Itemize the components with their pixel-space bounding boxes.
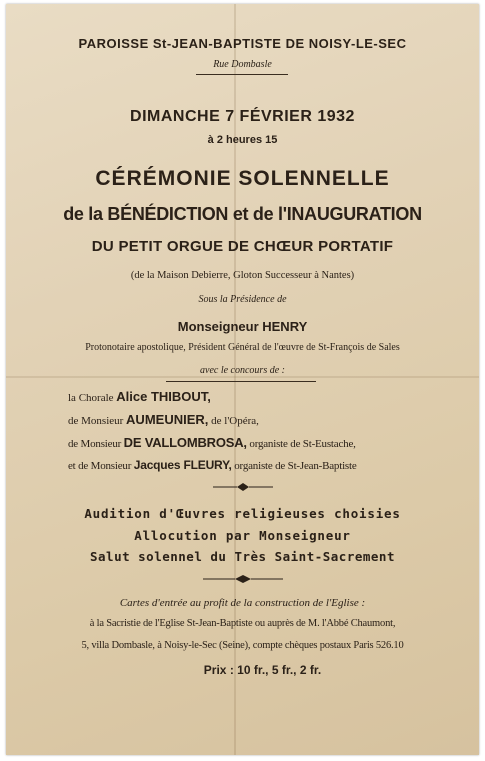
street-name: Rue Dombasle [213, 59, 272, 70]
organ-title: DU PETIT ORGUE DE CHŒUR PORTATIF [91, 238, 394, 255]
divider-rule [196, 74, 288, 75]
participant-name: DE VALLOMBROSA, [123, 435, 247, 450]
president-name: Monseigneur HENRY [177, 319, 308, 334]
organ-maker: (de la Maison Debierre, Gloton Successeur à Nantes) [130, 270, 355, 281]
tickets-address: 5, villa Dombasle, à Noisy-le-Sec (Seine), compte chèques postaux Paris 526.10 [81, 640, 404, 651]
participant-name: Jacques FLEURY, [133, 458, 232, 472]
participant-line [68, 412, 468, 427]
participant-role: organiste de St-Eustache, [249, 438, 356, 450]
program-item: Audition d'Œuvres religieuses choisies [84, 506, 401, 521]
participants-intro: avec le concours de : [200, 365, 285, 376]
program-item: Salut solennel du Très Saint-Sacrement [90, 549, 395, 564]
ornament-icon [213, 482, 273, 492]
parish-heading: PAROISSE St-JEAN-BAPTISTE DE NOISY-LE-SEC [78, 36, 407, 51]
divider-rule [166, 381, 316, 382]
participant-name: AUMEUNIER, [126, 412, 209, 427]
participant-line [68, 435, 473, 450]
ceremony-subtitle: de la BÉNÉDICTION et de l'INAUGURATION [63, 204, 422, 224]
ornament-divider [6, 574, 479, 586]
president-title: Protonotaire apostolique, Président Général de l'œuvre de St-François de Sales [85, 342, 400, 353]
participant-prefix: la Chorale [68, 392, 114, 404]
ornament-icon [203, 574, 283, 584]
participant-role: organiste de St-Jean-Baptiste [234, 460, 357, 472]
participant-prefix: de Monsieur [68, 438, 122, 450]
printed-notice [6, 4, 479, 755]
paper-fold-horizontal [6, 376, 479, 378]
participant-prefix: et de Monsieur [68, 460, 132, 472]
ornament-divider [6, 482, 479, 494]
event-time: à 2 heures 15 [207, 134, 278, 146]
presidency-intro: Sous la Présidence de [198, 294, 287, 305]
tickets-location: à la Sacristie de l'Eglise St-Jean-Baptiste ou auprès de M. l'Abbé Chaumont, [89, 618, 396, 629]
participant-role: de l'Opéra, [211, 415, 259, 427]
program-item: Allocution par Monseigneur [134, 528, 351, 543]
event-date: DIMANCHE 7 FÉVRIER 1932 [130, 108, 355, 125]
ceremony-title: CÉRÉMONIE SOLENNELLE [95, 167, 390, 190]
participant-name: Alice THIBOUT, [116, 389, 211, 404]
participant-line [68, 389, 468, 404]
ticket-prices: Prix : 10 fr., 5 fr., 2 fr. [203, 663, 322, 677]
participant-line [68, 458, 473, 472]
tickets-intro: Cartes d'entrée au profit de la construction de l'Eglise : [119, 597, 366, 609]
participant-prefix: de Monsieur [68, 415, 124, 427]
